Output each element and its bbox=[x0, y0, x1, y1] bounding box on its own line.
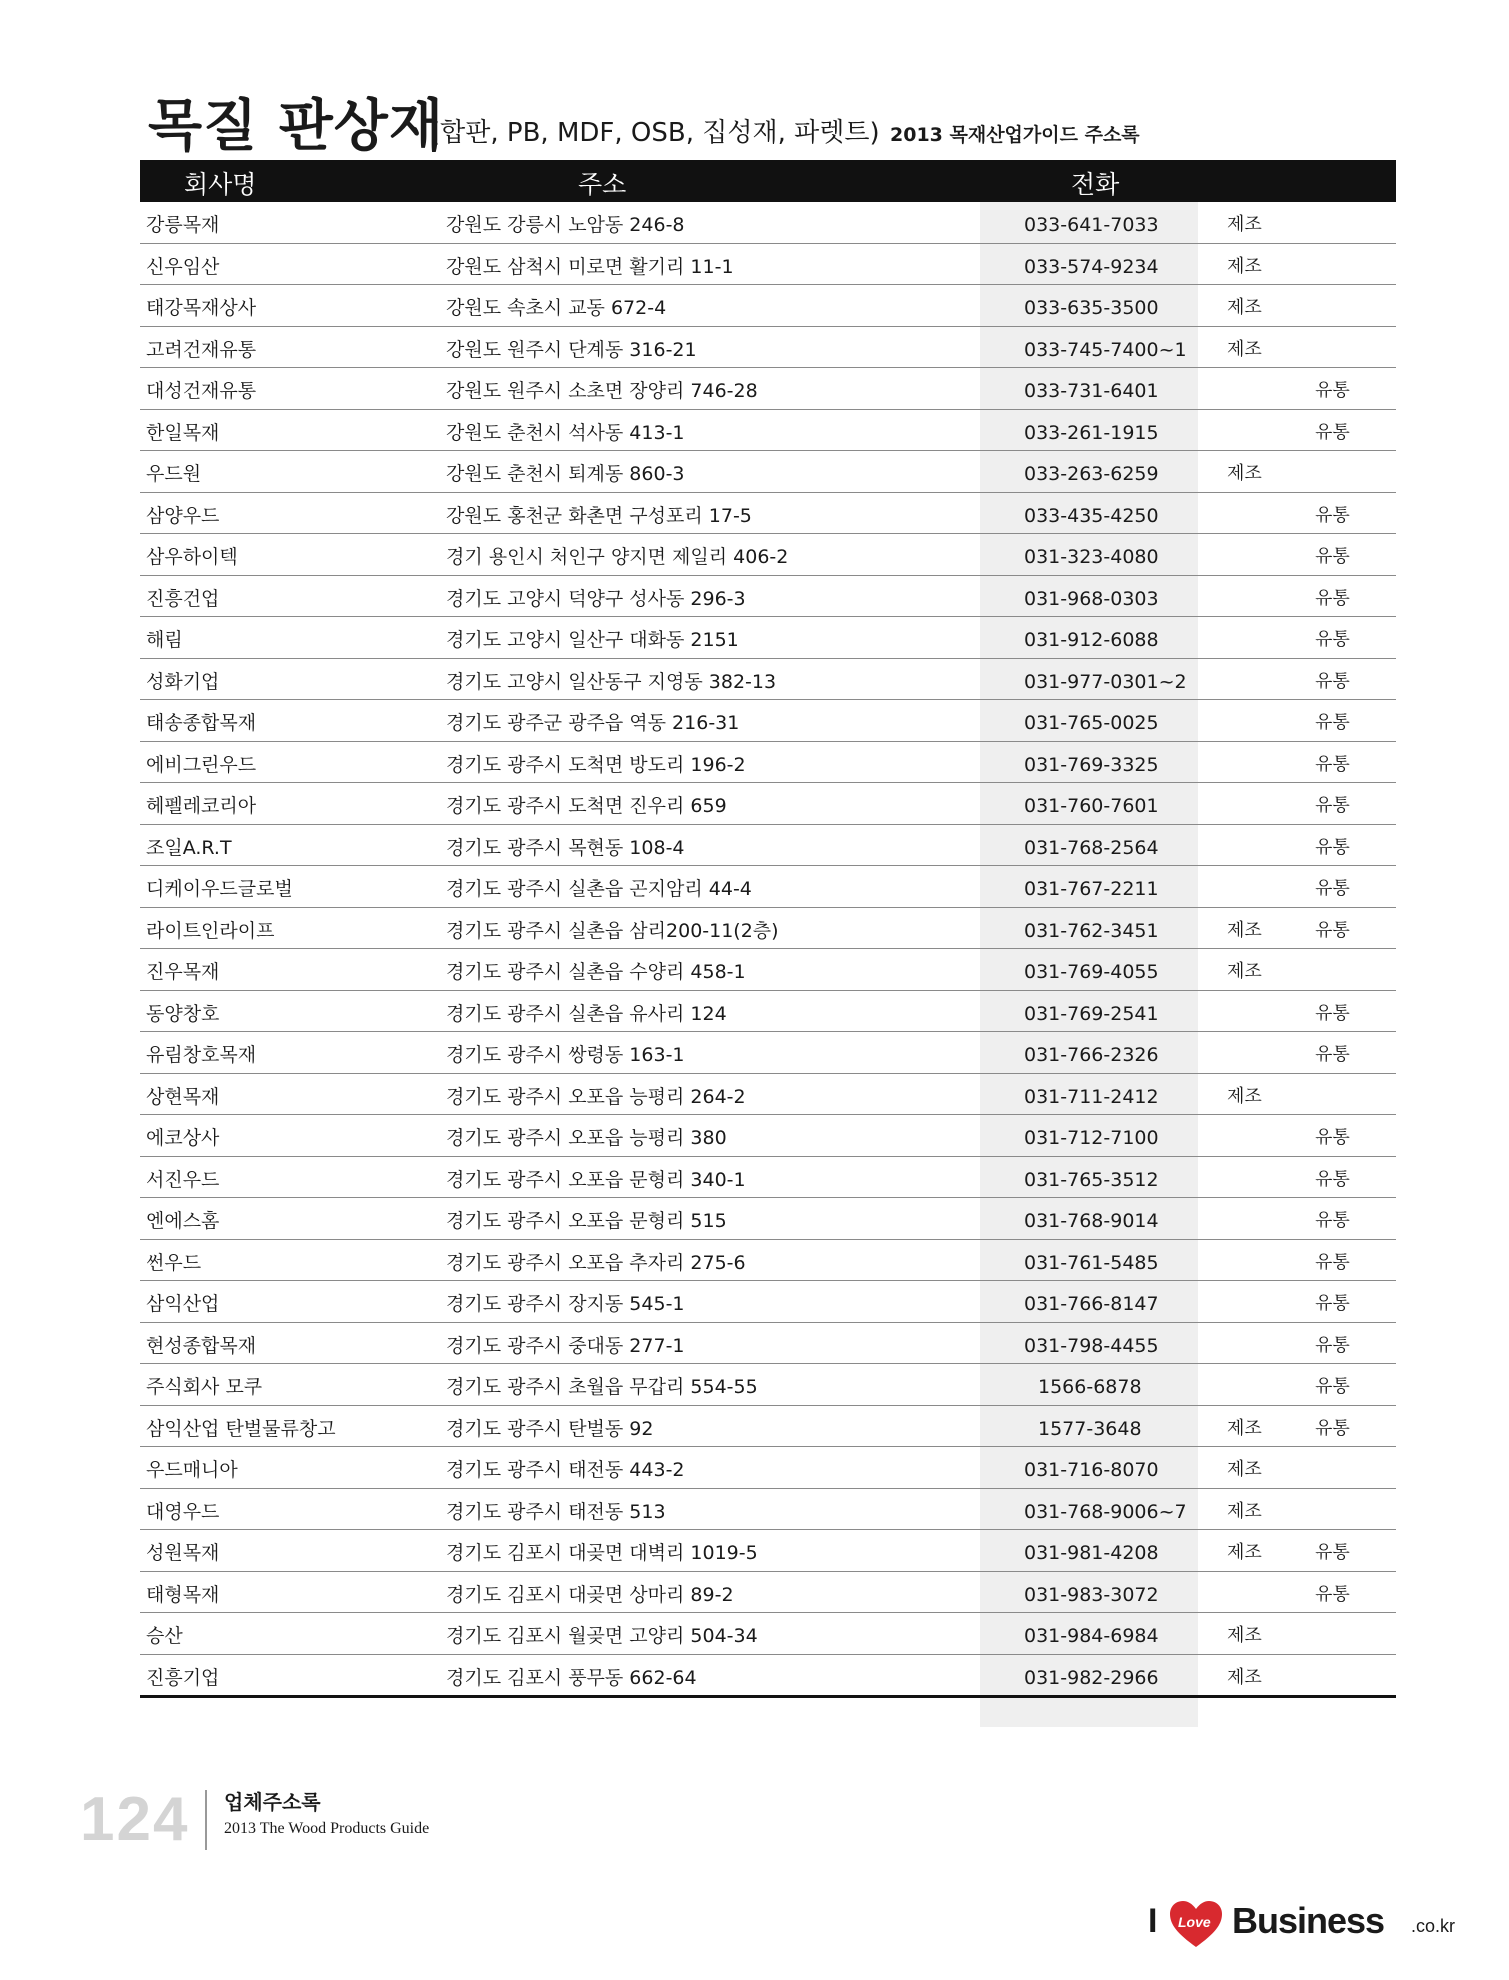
company-name: 삼익산업 탄벌물류창고 bbox=[146, 1417, 336, 1440]
company-name: 태강목재상사 bbox=[146, 297, 257, 319]
distribution-tag: 유통 bbox=[1315, 1417, 1350, 1439]
company-name: 상현목재 bbox=[146, 1085, 220, 1108]
company-name: 성원목재 bbox=[146, 1542, 220, 1564]
distribution-tag: 유통 bbox=[1315, 1168, 1350, 1190]
distribution-tag: 유통 bbox=[1315, 1251, 1350, 1273]
manufacturing-tag: 제조 bbox=[1227, 1542, 1262, 1563]
table-row bbox=[140, 285, 1396, 327]
table-row bbox=[140, 659, 1396, 701]
company-name: 신우임산 bbox=[146, 255, 220, 278]
company-address: 경기도 고양시 일산구 대화동 2151 bbox=[446, 629, 739, 651]
table-row bbox=[140, 1406, 1396, 1448]
table-row bbox=[140, 368, 1396, 410]
company-phone: 031-984-6984 bbox=[1024, 1625, 1159, 1647]
table-row bbox=[140, 1323, 1396, 1365]
company-name: 삼우하이텍 bbox=[146, 546, 238, 568]
logo-domain-text: .co.kr bbox=[1411, 1916, 1456, 1936]
company-name: 대영우드 bbox=[146, 1500, 220, 1523]
company-phone: 031-983-3072 bbox=[1024, 1583, 1159, 1606]
company-address: 강원도 춘천시 석사동 413-1 bbox=[446, 421, 685, 444]
company-phone: 031-767-2211 bbox=[1024, 878, 1159, 900]
company-phone: 031-765-3512 bbox=[1024, 1168, 1159, 1191]
table-row bbox=[140, 1074, 1396, 1116]
company-address: 경기도 김포시 풍무동 662-64 bbox=[446, 1666, 697, 1689]
table-row bbox=[140, 1115, 1396, 1157]
distribution-tag: 유통 bbox=[1315, 712, 1350, 733]
table-row bbox=[140, 991, 1396, 1033]
company-address: 경기도 광주시 쌍령동 163-1 bbox=[446, 1044, 685, 1066]
table-row bbox=[140, 576, 1396, 618]
company-phone: 031-968-0303 bbox=[1024, 587, 1159, 610]
table-row bbox=[140, 617, 1396, 659]
company-name: 우드매니아 bbox=[146, 1459, 238, 1481]
company-name: 에코상사 bbox=[146, 1127, 220, 1149]
guide-label: 2013 목재산업가이드 주소록 bbox=[890, 124, 1140, 146]
company-name: 한일목재 bbox=[146, 421, 220, 444]
company-address: 경기도 광주시 중대동 277-1 bbox=[446, 1334, 685, 1357]
company-address: 경기도 광주시 초월읍 무갑리 554-55 bbox=[446, 1376, 758, 1398]
table-row bbox=[140, 451, 1396, 493]
company-address: 경기도 광주시 실촌읍 삼리200-11(2층) bbox=[446, 919, 779, 942]
distribution-tag: 유통 bbox=[1315, 1127, 1350, 1148]
company-phone: 031-982-2966 bbox=[1024, 1666, 1159, 1689]
manufacturing-tag: 제조 bbox=[1227, 214, 1262, 235]
company-address: 강원도 춘천시 퇴계동 860-3 bbox=[446, 463, 685, 485]
company-phone: 031-765-0025 bbox=[1024, 712, 1159, 734]
company-address: 경기도 김포시 대곶면 대벽리 1019-5 bbox=[446, 1542, 758, 1564]
company-name: 강릉목재 bbox=[146, 214, 220, 236]
company-phone: 031-977-0301~2 bbox=[1024, 670, 1187, 693]
table-row bbox=[140, 783, 1396, 825]
company-address: 경기도 광주시 오포읍 능평리 380 bbox=[446, 1127, 727, 1149]
company-address: 경기도 광주시 오포읍 능평리 264-2 bbox=[446, 1085, 746, 1108]
table-header bbox=[140, 160, 1396, 202]
distribution-tag: 유통 bbox=[1315, 546, 1350, 567]
distribution-tag: 유통 bbox=[1315, 421, 1350, 443]
table-row bbox=[140, 700, 1396, 742]
distribution-tag: 유통 bbox=[1315, 1044, 1350, 1065]
company-name: 삼익산업 bbox=[146, 1293, 220, 1315]
company-phone: 031-768-9014 bbox=[1024, 1210, 1159, 1232]
company-table bbox=[140, 202, 1396, 1698]
manufacturing-tag: 제조 bbox=[1227, 1085, 1262, 1107]
logo-business-text: Business bbox=[1232, 1900, 1385, 1941]
manufacturing-tag: 제조 bbox=[1227, 1459, 1262, 1480]
company-address: 경기 용인시 처인구 양지면 제일리 406-2 bbox=[446, 546, 789, 568]
company-phone: 033-641-7033 bbox=[1024, 214, 1159, 236]
distribution-tag: 유통 bbox=[1315, 878, 1350, 899]
company-phone: 031-323-4080 bbox=[1024, 546, 1159, 568]
company-phone: 1566-6878 bbox=[1038, 1376, 1142, 1398]
distribution-tag: 유통 bbox=[1315, 629, 1350, 650]
company-address: 강원도 원주시 소초면 장양리 746-28 bbox=[446, 380, 758, 402]
table-row bbox=[140, 1613, 1396, 1655]
distribution-tag: 유통 bbox=[1315, 380, 1350, 401]
company-address: 경기도 광주시 도척면 방도리 196-2 bbox=[446, 753, 746, 776]
company-name: 삼양우드 bbox=[146, 504, 220, 527]
company-name: 유림창호목재 bbox=[146, 1044, 257, 1066]
distribution-tag: 유통 bbox=[1315, 1376, 1350, 1397]
page-heading bbox=[148, 78, 1398, 159]
distribution-tag: 유통 bbox=[1315, 1210, 1350, 1231]
company-address: 경기도 광주시 장지동 545-1 bbox=[446, 1293, 685, 1315]
table-row bbox=[140, 825, 1396, 867]
distribution-tag: 유통 bbox=[1315, 795, 1350, 816]
page-title: 목질 판상재 bbox=[148, 94, 444, 159]
distribution-tag: 유통 bbox=[1315, 670, 1350, 692]
table-row bbox=[140, 866, 1396, 908]
table-row bbox=[140, 1032, 1396, 1074]
company-phone: 031-716-8070 bbox=[1024, 1459, 1159, 1481]
distribution-tag: 유통 bbox=[1315, 1293, 1350, 1314]
distribution-tag: 유통 bbox=[1315, 1334, 1350, 1356]
company-address: 강원도 강릉시 노암동 246-8 bbox=[446, 214, 685, 236]
company-address: 경기도 광주시 실촌읍 곤지암리 44-4 bbox=[446, 878, 752, 900]
manufacturing-tag: 제조 bbox=[1227, 1417, 1262, 1439]
company-address: 강원도 원주시 단계동 316-21 bbox=[446, 338, 697, 361]
company-name: 진흥건업 bbox=[146, 587, 220, 610]
table-row bbox=[140, 244, 1396, 286]
company-name: 조일A.R.T bbox=[146, 836, 232, 859]
company-address: 경기도 광주시 실촌읍 유사리 124 bbox=[446, 1002, 727, 1025]
company-phone: 031-768-9006~7 bbox=[1024, 1500, 1187, 1523]
company-name: 성화기업 bbox=[146, 670, 220, 693]
column-header-address: 주소 bbox=[578, 170, 627, 199]
manufacturing-tag: 제조 bbox=[1227, 255, 1262, 277]
company-phone: 033-263-6259 bbox=[1024, 463, 1159, 485]
company-name: 주식회사 모쿠 bbox=[146, 1376, 263, 1398]
table-row bbox=[140, 534, 1396, 576]
company-phone: 031-766-2326 bbox=[1024, 1044, 1159, 1066]
distribution-tag: 유통 bbox=[1315, 1583, 1350, 1605]
table-row bbox=[140, 1157, 1396, 1199]
company-name: 대성건재유통 bbox=[146, 380, 257, 402]
page-subtitle: (합판, PB, MDF, OSB, 집성재, 파렛트) bbox=[430, 118, 880, 148]
distribution-tag: 유통 bbox=[1315, 587, 1350, 609]
footer-section-label: 업체주소록 bbox=[224, 1790, 321, 1814]
manufacturing-tag: 제조 bbox=[1227, 1500, 1262, 1522]
distribution-tag: 유통 bbox=[1315, 1542, 1350, 1563]
company-name: 서진우드 bbox=[146, 1168, 220, 1191]
logo-i-text: I bbox=[1148, 1902, 1158, 1940]
table-row bbox=[140, 742, 1396, 784]
company-name: 썬우드 bbox=[146, 1251, 202, 1274]
company-address: 경기도 광주군 광주읍 역동 216-31 bbox=[446, 712, 740, 734]
footer-divider bbox=[205, 1790, 207, 1850]
company-address: 경기도 광주시 오포읍 문형리 340-1 bbox=[446, 1168, 746, 1191]
company-name: 태형목재 bbox=[146, 1583, 220, 1606]
company-phone: 031-768-2564 bbox=[1024, 836, 1159, 859]
company-phone: 031-760-7601 bbox=[1024, 795, 1159, 817]
table-row bbox=[140, 949, 1396, 991]
company-name: 승산 bbox=[146, 1625, 183, 1647]
page-number: 124 bbox=[80, 1785, 190, 1854]
company-phone: 1577-3648 bbox=[1038, 1417, 1142, 1440]
distribution-tag: 유통 bbox=[1315, 753, 1350, 775]
table-row bbox=[140, 1572, 1396, 1614]
table-row bbox=[140, 1655, 1396, 1699]
manufacturing-tag: 제조 bbox=[1227, 919, 1262, 941]
column-header-phone: 전화 bbox=[1071, 170, 1120, 199]
manufacturing-tag: 제조 bbox=[1227, 961, 1262, 982]
company-phone: 031-762-3451 bbox=[1024, 919, 1159, 942]
table-row bbox=[140, 493, 1396, 535]
company-phone: 033-574-9234 bbox=[1024, 255, 1159, 278]
table-row bbox=[140, 1364, 1396, 1406]
distribution-tag: 유통 bbox=[1315, 1002, 1350, 1024]
company-address: 강원도 홍천군 화촌면 구성포리 17-5 bbox=[446, 504, 752, 527]
table-row bbox=[140, 1198, 1396, 1240]
table-row bbox=[140, 908, 1396, 950]
company-address: 경기도 고양시 덕양구 성사동 296-3 bbox=[446, 587, 746, 610]
company-phone: 031-766-8147 bbox=[1024, 1293, 1159, 1315]
company-name: 진흥기업 bbox=[146, 1666, 220, 1689]
company-phone: 033-435-4250 bbox=[1024, 504, 1159, 527]
company-address: 강원도 삼척시 미로면 활기리 11-1 bbox=[446, 255, 734, 278]
distribution-tag: 유통 bbox=[1315, 504, 1350, 526]
manufacturing-tag: 제조 bbox=[1227, 297, 1262, 318]
logo-love-text: Love bbox=[1178, 1914, 1211, 1930]
table-row bbox=[140, 1489, 1396, 1531]
company-phone: 031-769-3325 bbox=[1024, 753, 1159, 776]
table-row bbox=[140, 1281, 1396, 1323]
company-name: 태송종합목재 bbox=[146, 712, 257, 734]
company-address: 경기도 광주시 탄벌동 92 bbox=[446, 1417, 654, 1440]
company-name: 현성종합목재 bbox=[146, 1334, 257, 1357]
company-name: 디케이우드글로벌 bbox=[146, 878, 293, 900]
company-phone: 033-745-7400~1 bbox=[1024, 338, 1187, 361]
company-address: 경기도 광주시 오포읍 문형리 515 bbox=[446, 1210, 727, 1232]
company-name: 우드원 bbox=[146, 463, 202, 485]
company-phone: 031-712-7100 bbox=[1024, 1127, 1159, 1149]
company-name: 동양창호 bbox=[146, 1002, 220, 1025]
company-phone: 031-912-6088 bbox=[1024, 629, 1159, 651]
company-address: 경기도 김포시 대곶면 상마리 89-2 bbox=[446, 1583, 734, 1606]
company-phone: 031-769-4055 bbox=[1024, 961, 1159, 983]
manufacturing-tag: 제조 bbox=[1227, 338, 1262, 360]
table-row bbox=[140, 202, 1396, 244]
company-address: 경기도 광주시 태전동 443-2 bbox=[446, 1459, 685, 1481]
distribution-tag: 유통 bbox=[1315, 919, 1350, 941]
company-name: 고려건재유통 bbox=[146, 338, 257, 361]
company-phone: 031-769-2541 bbox=[1024, 1002, 1159, 1025]
column-header-company: 회사명 bbox=[184, 170, 257, 199]
company-phone: 033-635-3500 bbox=[1024, 297, 1159, 319]
company-phone: 033-731-6401 bbox=[1024, 380, 1159, 402]
company-name: 헤펠레코리아 bbox=[146, 795, 257, 817]
company-address: 경기도 광주시 실촌읍 수양리 458-1 bbox=[446, 961, 746, 983]
company-name: 라이트인라이프 bbox=[146, 919, 275, 942]
table-row bbox=[140, 327, 1396, 369]
table-row bbox=[140, 1447, 1396, 1489]
table-row bbox=[140, 1530, 1396, 1572]
table-row bbox=[140, 1240, 1396, 1282]
company-address: 강원도 속초시 교동 672-4 bbox=[446, 297, 667, 319]
manufacturing-tag: 제조 bbox=[1227, 463, 1262, 484]
company-name: 해림 bbox=[146, 629, 183, 651]
company-address: 경기도 김포시 월곶면 고양리 504-34 bbox=[446, 1625, 758, 1647]
table-row bbox=[140, 410, 1396, 452]
manufacturing-tag: 제조 bbox=[1227, 1666, 1262, 1688]
company-name: 엔에스홈 bbox=[146, 1210, 220, 1232]
company-phone: 033-261-1915 bbox=[1024, 421, 1159, 444]
company-address: 경기도 광주시 오포읍 추자리 275-6 bbox=[446, 1251, 746, 1274]
distribution-tag: 유통 bbox=[1315, 836, 1350, 858]
manufacturing-tag: 제조 bbox=[1227, 1625, 1262, 1646]
company-address: 경기도 고양시 일산동구 지영동 382-13 bbox=[446, 670, 777, 693]
footer-guide-label: 2013 The Wood Products Guide bbox=[224, 1820, 430, 1837]
company-phone: 031-981-4208 bbox=[1024, 1542, 1159, 1564]
company-phone: 031-761-5485 bbox=[1024, 1251, 1159, 1274]
company-phone: 031-798-4455 bbox=[1024, 1334, 1159, 1357]
company-phone: 031-711-2412 bbox=[1024, 1085, 1159, 1108]
company-address: 경기도 광주시 도척면 진우리 659 bbox=[446, 795, 727, 817]
company-address: 경기도 광주시 태전동 513 bbox=[446, 1500, 666, 1523]
company-address: 경기도 광주시 목현동 108-4 bbox=[446, 836, 685, 859]
company-name: 에비그린우드 bbox=[146, 753, 257, 776]
company-name: 진우목재 bbox=[146, 961, 220, 983]
